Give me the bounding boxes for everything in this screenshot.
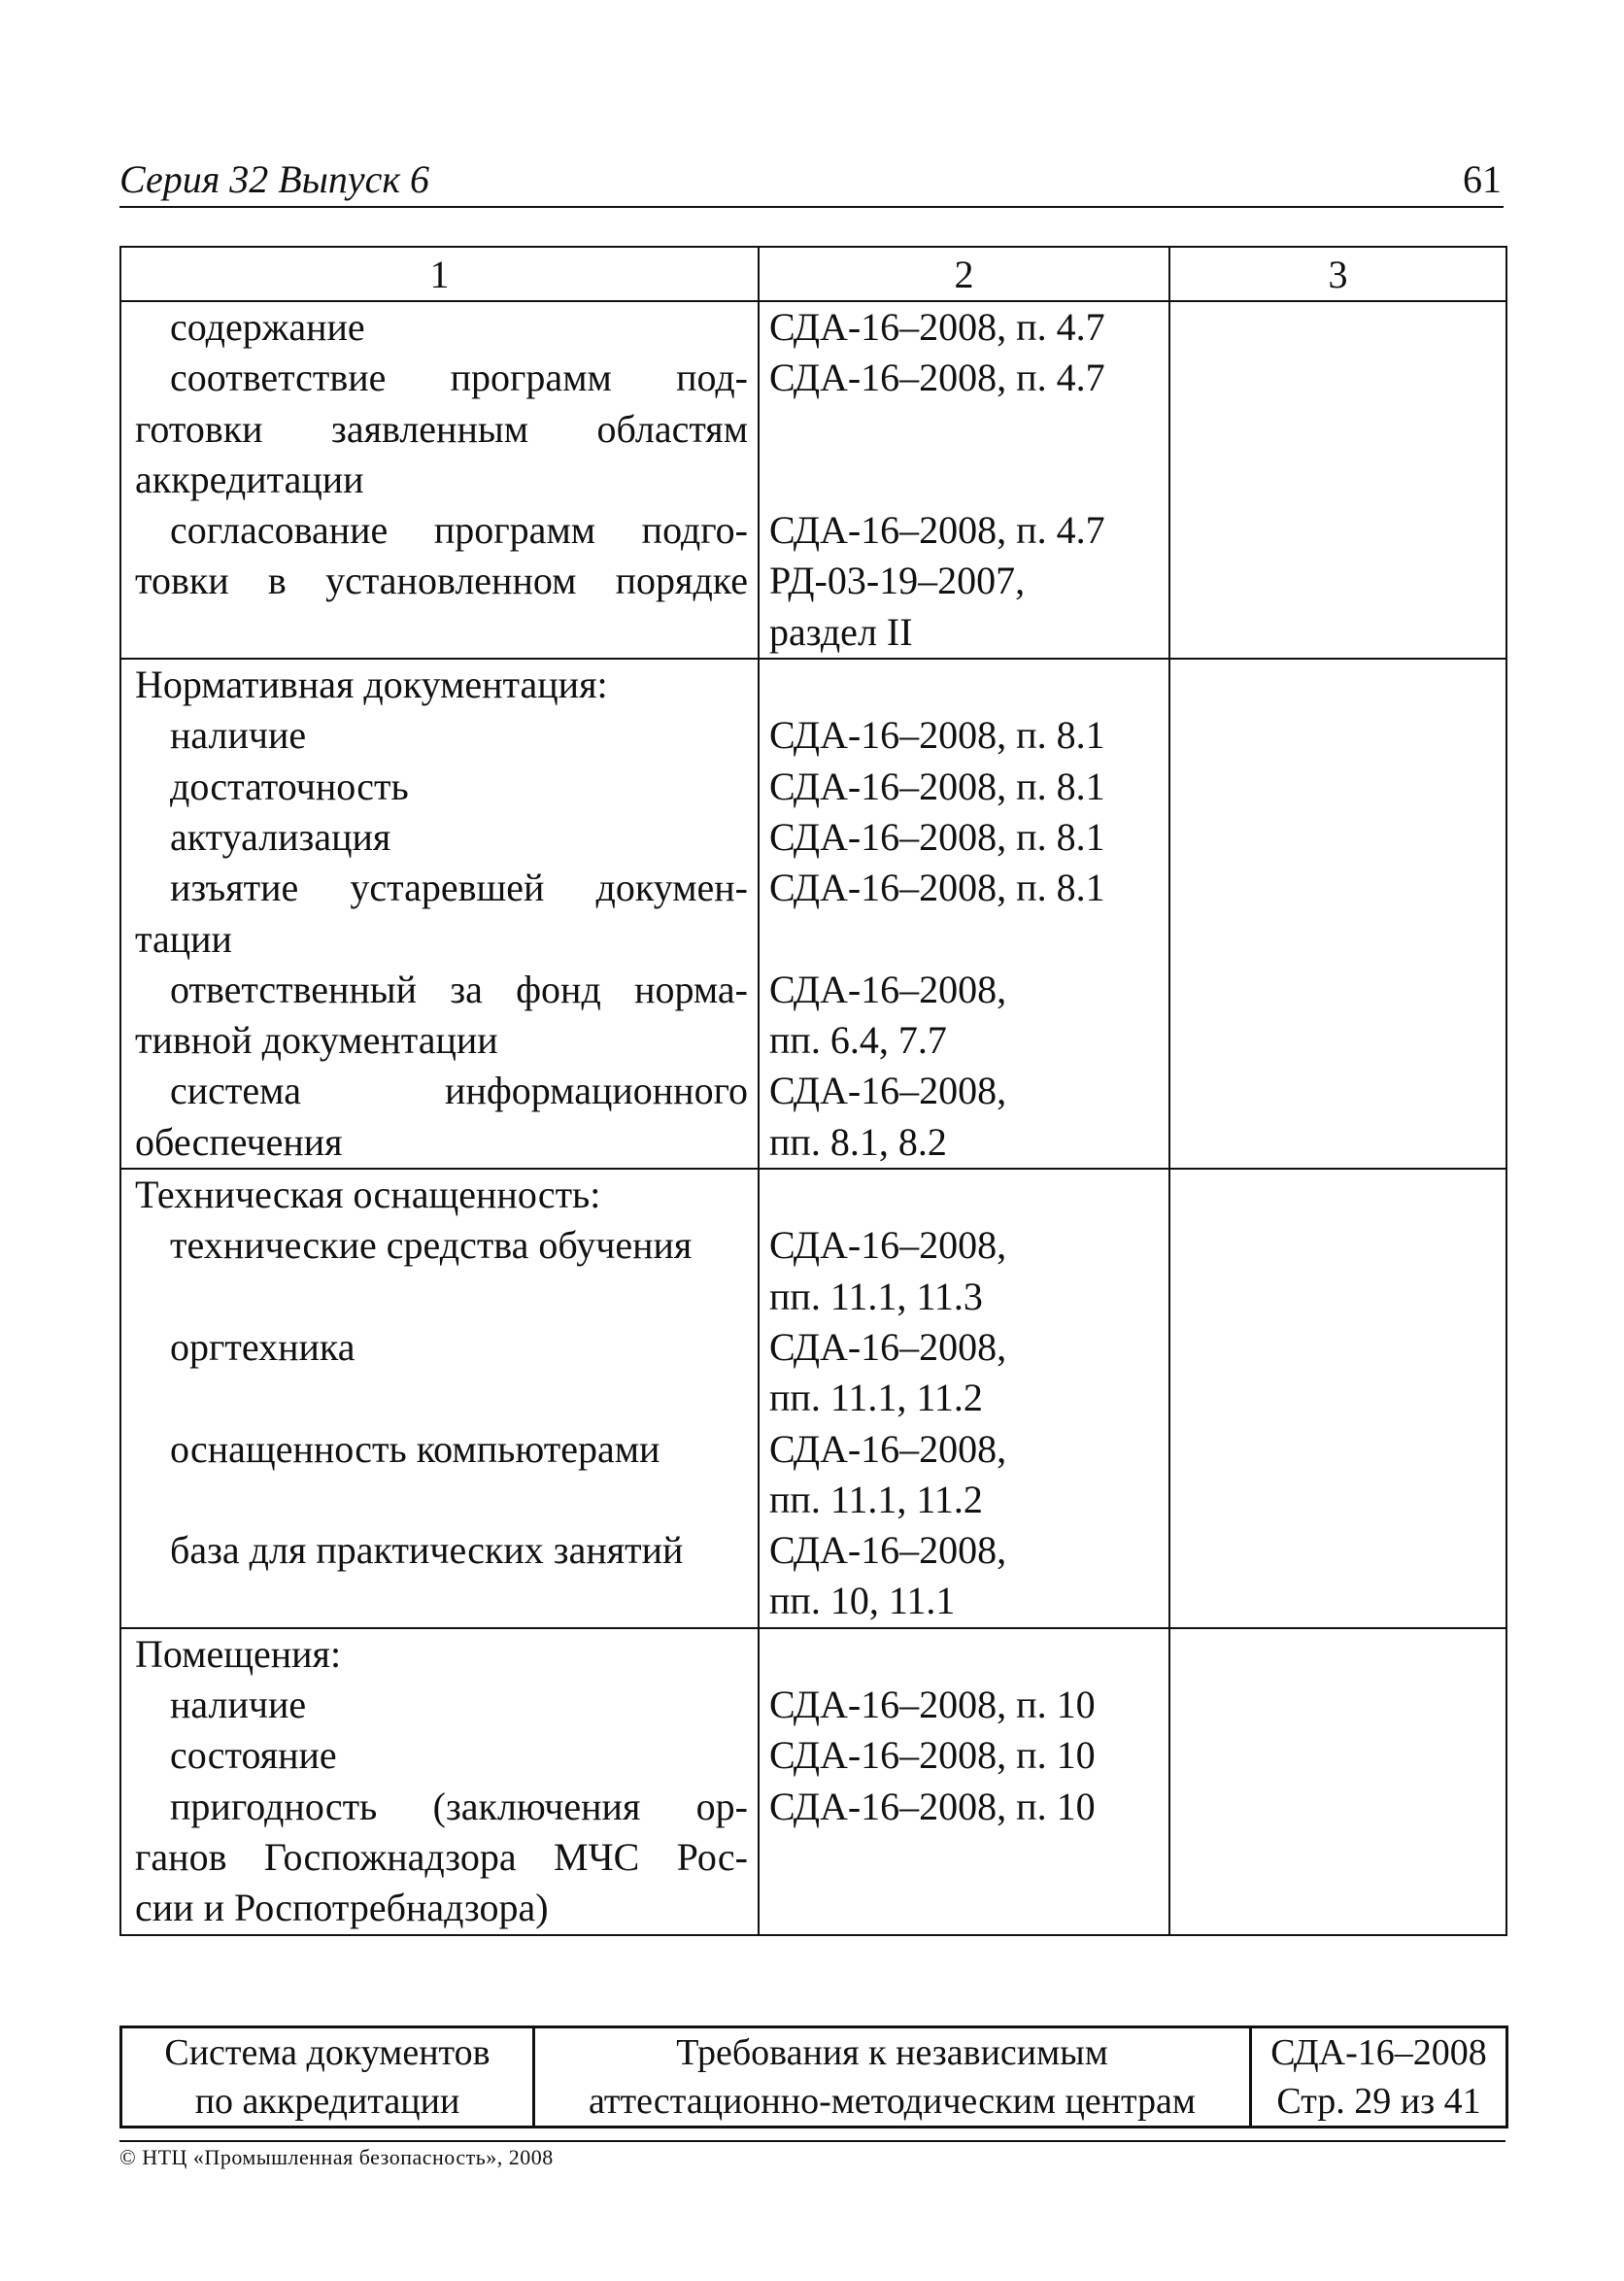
requirement-line: согласование программ подго- (170, 508, 748, 553)
document-id-table (119, 2026, 1508, 2128)
column-header-3: 3 (1169, 247, 1506, 301)
assessment-cell (1169, 1169, 1506, 1628)
document-system-line: Система документов (164, 2032, 491, 2073)
reference-line: пп. 8.1, 8.2 (769, 1119, 947, 1164)
reference-line: СДА-16–2008, п. 8.1 (769, 814, 1105, 859)
footer-divider (119, 2140, 1506, 2142)
requirement-line: ганов Госпожнадзора МЧС Рос- (135, 1834, 748, 1879)
document-id-row (121, 2027, 1507, 2128)
copyright-footer: © НТЦ «Промышленная безопасность», 2008 (119, 2145, 554, 2169)
requirement-line: наличие (170, 713, 307, 758)
requirement-line: содержание (170, 305, 365, 349)
page-header (119, 155, 1504, 208)
table-header-row (120, 247, 1506, 301)
reference-line: пп. 10, 11.1 (769, 1579, 956, 1623)
requirement-cell (120, 1628, 759, 1935)
requirement-line: наличие (170, 1683, 307, 1727)
requirement-line (121, 607, 758, 658)
requirement-line: ответственный за фонд норма- (170, 967, 748, 1011)
reference-line: СДА-16–2008, (769, 1223, 1007, 1268)
reference-line: раздел II (769, 609, 913, 654)
reference-line (760, 914, 1168, 965)
requirement-cell (120, 659, 759, 1169)
reference-line: СДА-16–2008, п. 8.1 (769, 764, 1105, 808)
reference-line: СДА-16–2008, п. 10 (769, 1733, 1096, 1778)
reference-line (760, 1629, 1168, 1680)
requirement-line: обеспечения (135, 1119, 343, 1164)
reference-line: СДА-16–2008, п. 4.7 (769, 305, 1105, 349)
reference-line: СДА-16–2008, п. 4.7 (769, 508, 1105, 553)
requirement-line: пригодность (заключения ор- (170, 1784, 748, 1828)
document-system-cell (121, 2027, 534, 2128)
table-row (120, 1169, 1506, 1628)
reference-line: пп. 11.1, 11.2 (769, 1477, 983, 1521)
reference-line: СДА-16–2008, п. 10 (769, 1683, 1096, 1727)
reference-line (760, 1832, 1168, 1883)
assessment-cell (1169, 659, 1506, 1169)
requirement-line: Нормативная документация: (135, 663, 608, 707)
document-title-cell (534, 2027, 1251, 2128)
column-header-1: 1 (120, 247, 759, 301)
page-number: 61 (1463, 157, 1502, 201)
reference-line: СДА-16–2008, (769, 1528, 1007, 1573)
reference-cell (759, 1169, 1169, 1628)
requirement-line: товки в установленном порядке (135, 559, 748, 603)
requirement-line: актуализация (170, 814, 391, 859)
requirements-table (119, 246, 1507, 1936)
table-row (120, 1628, 1506, 1935)
reference-line (760, 1170, 1168, 1220)
requirement-line: сии и Роспотребнадзора) (135, 1886, 549, 1930)
series-title: Серия 32 Выпуск 6 (119, 157, 430, 201)
reference-line: РД-03-19–2007, (769, 559, 1026, 603)
requirement-line: оснащенность компьютерами (170, 1426, 660, 1471)
reference-line: пп. 6.4, 7.7 (769, 1018, 947, 1063)
table-row (120, 301, 1506, 659)
reference-cell (759, 659, 1169, 1169)
reference-line: пп. 11.1, 11.2 (769, 1376, 983, 1420)
column-header-2: 2 (759, 247, 1169, 301)
reference-line (760, 660, 1168, 710)
requirement-line: аккредитации (135, 457, 364, 501)
assessment-cell (1169, 301, 1506, 659)
reference-line: СДА-16–2008, (769, 967, 1007, 1011)
reference-line: СДА-16–2008, (769, 1324, 1007, 1369)
reference-line: пп. 11.1, 11.3 (769, 1274, 983, 1318)
reference-line: СДА-16–2008, п. 8.1 (769, 866, 1105, 910)
requirement-line: готовки заявленным областям (135, 406, 748, 451)
requirement-cell (120, 301, 759, 659)
requirement-line: соответствие программ под- (170, 356, 748, 400)
document-title-line: аттестационно-методическим центрам (589, 2081, 1196, 2122)
reference-cell (759, 301, 1169, 659)
reference-line (760, 404, 1168, 455)
reference-line: СДА-16–2008, (769, 1426, 1007, 1471)
requirement-line: Техническая оснащенность: (135, 1173, 601, 1217)
reference-line (760, 455, 1168, 505)
requirement-line: база для практических занятий (170, 1528, 684, 1573)
requirement-line: Помещения: (135, 1631, 342, 1676)
document-code: СДА-16–2008 (1270, 2032, 1487, 2073)
document-title-line: Требования к независимым (676, 2032, 1108, 2073)
reference-line: СДА-16–2008, п. 4.7 (769, 356, 1105, 400)
requirement-line (121, 1373, 758, 1423)
requirement-line (121, 1576, 758, 1626)
requirement-cell (120, 1169, 759, 1628)
requirement-line: тации (135, 916, 232, 961)
requirement-line (121, 1272, 758, 1322)
reference-line: СДА-16–2008, п. 8.1 (769, 713, 1105, 758)
requirement-line (121, 1475, 758, 1525)
requirement-line: технические средства обучения (170, 1223, 693, 1268)
requirement-line: тивной документации (135, 1018, 498, 1063)
reference-line: СДА-16–2008, (769, 1069, 1007, 1113)
reference-cell (759, 1628, 1169, 1935)
document-code-cell (1251, 2027, 1507, 2128)
requirement-line: достаточность (170, 764, 409, 808)
requirement-line: состояние (170, 1733, 337, 1778)
document-page-count: Стр. 29 из 41 (1276, 2081, 1481, 2122)
reference-line (760, 1883, 1168, 1933)
table-row (120, 659, 1506, 1169)
reference-line: СДА-16–2008, п. 10 (769, 1784, 1096, 1828)
requirement-line: оргтехника (170, 1324, 355, 1369)
document-system-line: по аккредитации (194, 2081, 460, 2122)
assessment-cell (1169, 1628, 1506, 1935)
requirement-line: изъятие устаревшей докумен- (170, 866, 748, 910)
requirement-line: система информационного (170, 1069, 748, 1113)
